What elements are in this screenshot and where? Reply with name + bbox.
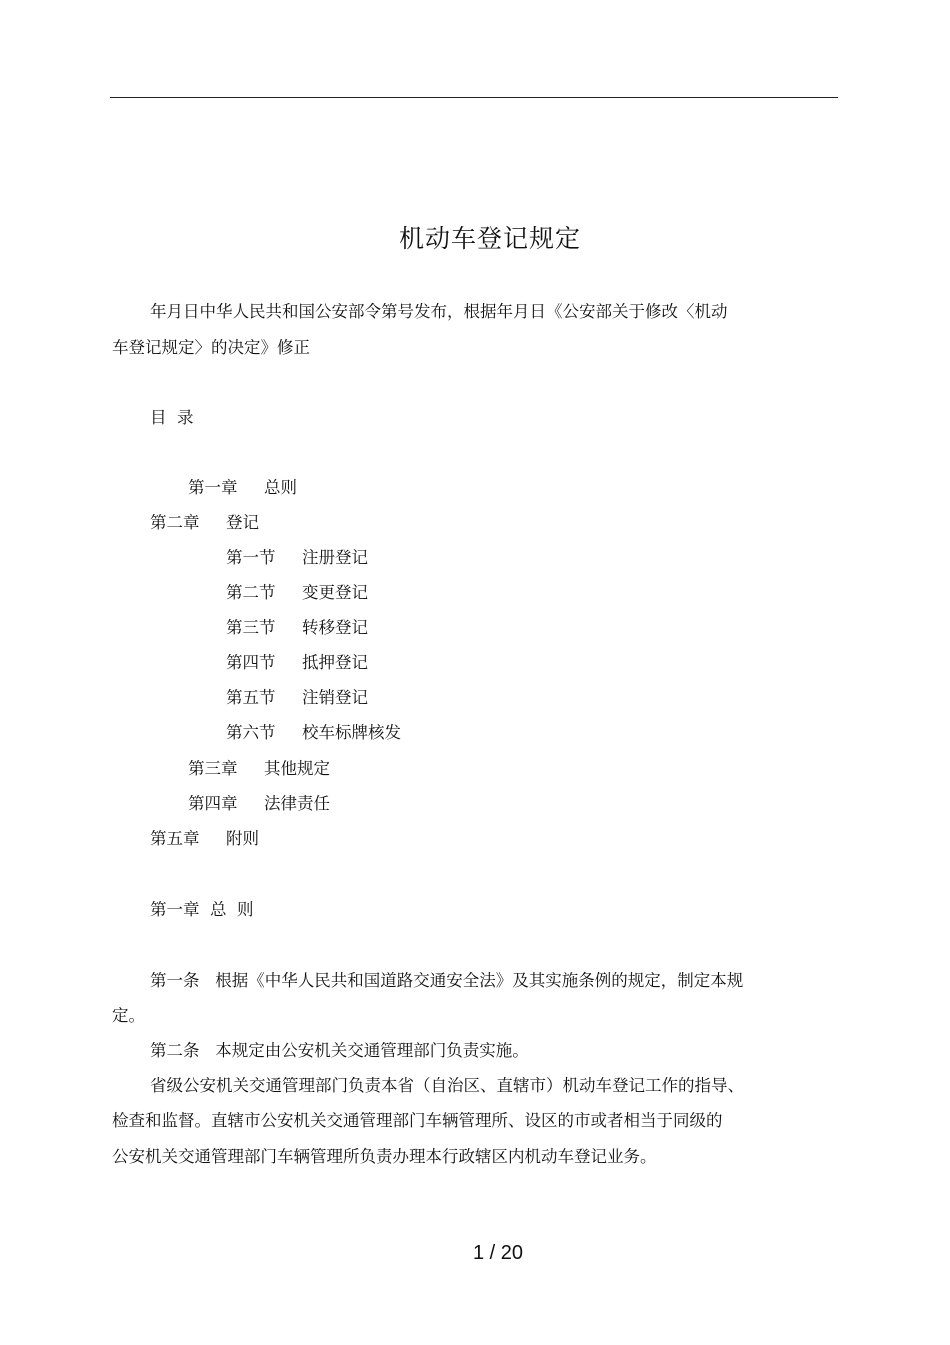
toc-item-number: 第六节: [226, 723, 276, 742]
toc-item-title: 注册登记: [302, 548, 368, 567]
toc-item-number: 第三节: [226, 618, 276, 637]
article-1-line-1: 第一条 根据《中华人民共和国道路交通安全法》及其实施条例的规定，制定本规: [150, 971, 744, 990]
toc-item-title: 登记: [226, 513, 259, 532]
article-2-paragraph-line-3: 公安机关交通管理部门车辆管理所负责办理本行政辖区内机动车登记业务。: [112, 1147, 657, 1166]
toc-item-title: 转移登记: [302, 618, 368, 637]
toc-item-number: 第四章: [188, 794, 238, 813]
toc-item-number: 第一章: [188, 478, 238, 497]
toc-item: [226, 651, 368, 675]
chapter-heading: 第一章 总 则: [150, 900, 254, 919]
page-number: 1 / 20: [472, 1242, 524, 1264]
toc-item-title: 注销登记: [302, 688, 368, 707]
toc-item: [226, 721, 401, 745]
toc-item: [226, 616, 368, 640]
toc-heading: 目 录: [150, 408, 194, 427]
article-2-paragraph-line-1: 省级公安机关交通管理部门负责本省（自治区、直辖市）机动车登记工作的指导、: [150, 1076, 744, 1095]
article-1-line-2: 定。: [112, 1006, 145, 1025]
toc-item-number: 第三章: [188, 759, 238, 778]
toc-item: [188, 476, 297, 500]
toc-item-number: 第五章: [150, 829, 200, 848]
article-2-paragraph-line-2: 检查和监督。直辖市公安机关交通管理部门车辆管理所、设区的市或者相当于同级的: [112, 1111, 723, 1130]
toc-item-number: 第四节: [226, 653, 276, 672]
toc-item-title: 变更登记: [302, 583, 368, 602]
toc-item: [226, 686, 368, 710]
toc-item-title: 法律责任: [264, 794, 330, 813]
toc-item-number: 第二节: [226, 583, 276, 602]
toc-item: [188, 757, 330, 781]
toc-item: [188, 792, 330, 816]
toc-item: [150, 511, 259, 535]
toc-item-number: 第二章: [150, 513, 200, 532]
toc-item: [150, 827, 259, 851]
article-2-line-1: 第二条 本规定由公安机关交通管理部门负责实施。: [150, 1041, 529, 1060]
toc-item-title: 总则: [264, 478, 297, 497]
toc-item-title: 其他规定: [264, 759, 330, 778]
preamble-line-2: 车登记规定〉的决定》修正: [112, 338, 310, 357]
header-rule: [110, 97, 838, 98]
preamble-line-1: 年月日中华人民共和国公安部令第号发布，根据年月日《公安部关于修改〈机动: [150, 302, 728, 321]
toc-item: [226, 546, 368, 570]
toc-item-title: 附则: [226, 829, 259, 848]
toc-item-number: 第一节: [226, 548, 276, 567]
toc-item: [226, 581, 368, 605]
toc-item-title: 校车标牌核发: [302, 723, 401, 742]
toc-item-title: 抵押登记: [302, 653, 368, 672]
toc-item-number: 第五节: [226, 688, 276, 707]
document-title: 机动车登记规定: [398, 224, 581, 253]
